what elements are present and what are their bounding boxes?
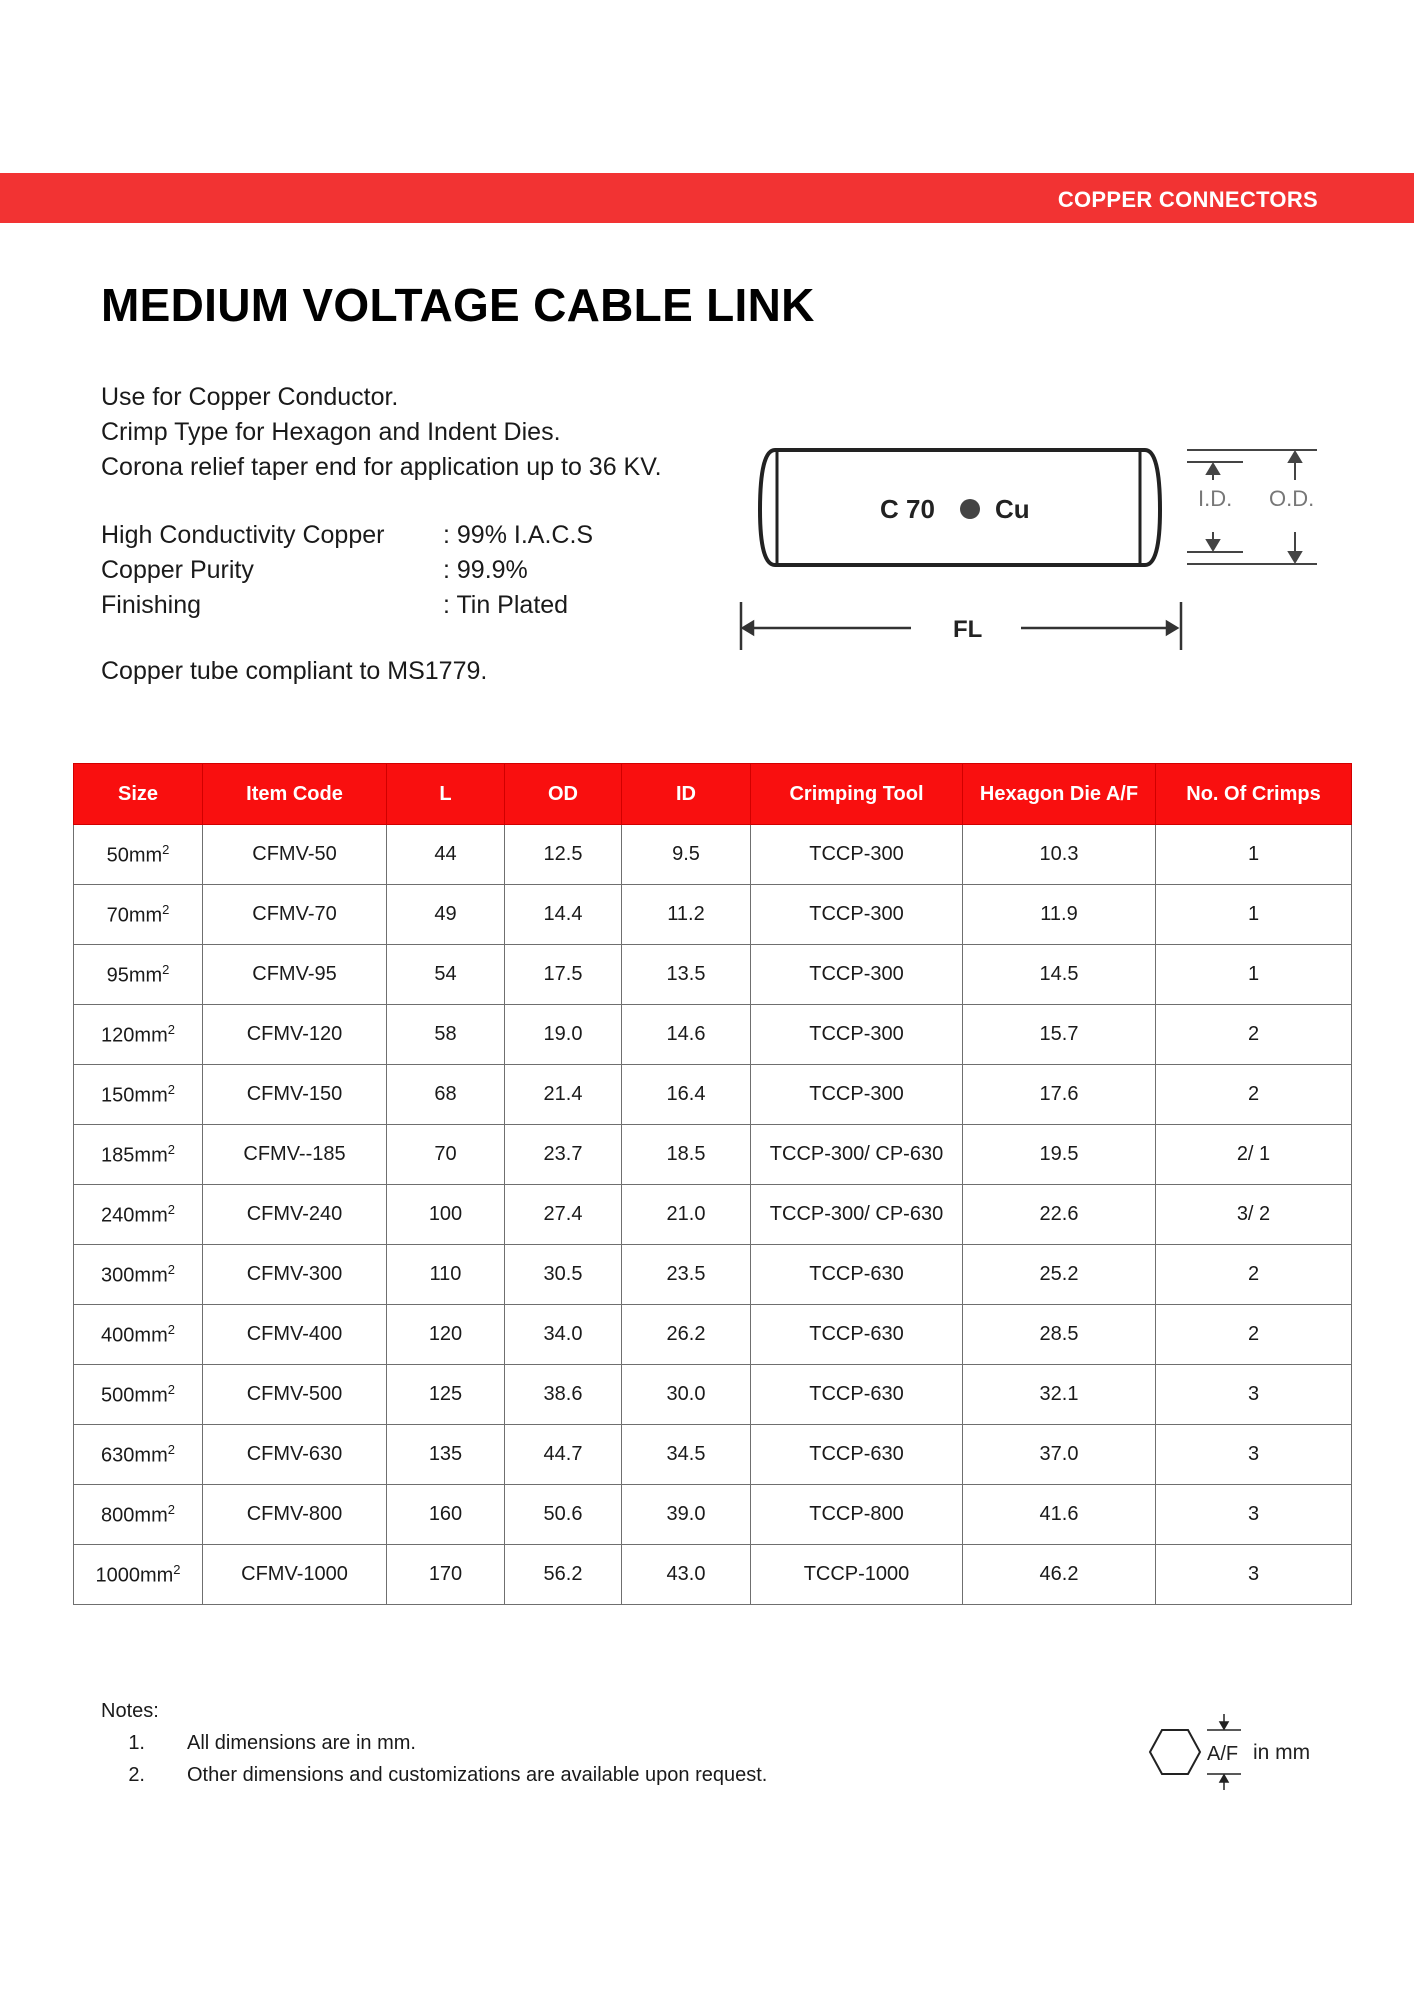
id-label: I.D.	[1198, 486, 1233, 511]
size-unit: mm	[134, 1324, 168, 1347]
cell-tool: TCCP-300	[751, 825, 963, 885]
cell-af: 11.9	[963, 885, 1156, 945]
cell-tool: TCCP-300/ CP-630	[751, 1185, 963, 1245]
cell-crimps: 2	[1156, 1245, 1352, 1305]
size-value: 500	[101, 1384, 135, 1407]
table-row	[74, 1125, 1352, 1185]
cell-id: 16.4	[622, 1065, 751, 1125]
cell-af: 32.1	[963, 1365, 1156, 1425]
cell-od: 23.7	[505, 1125, 622, 1185]
od-label: O.D.	[1269, 486, 1315, 511]
cell-l: 44	[387, 825, 505, 885]
cell-af: 37.0	[963, 1425, 1156, 1485]
size-unit: mm	[128, 904, 163, 927]
cell-l: 68	[387, 1065, 505, 1125]
size-unit: mm	[134, 1024, 168, 1047]
size-value: 240	[101, 1204, 135, 1227]
material-text: Cu	[995, 494, 1030, 524]
cell-tool: TCCP-300	[751, 1005, 963, 1065]
cell-size	[74, 825, 203, 885]
cell-code: CFMV-50	[203, 825, 387, 885]
cell-code: CFMV-500	[203, 1365, 387, 1425]
note-text: All dimensions are in mm.	[187, 1732, 416, 1754]
cell-od: 19.0	[505, 1005, 622, 1065]
cell-od: 38.6	[505, 1365, 622, 1425]
size-unit: mm	[128, 964, 163, 987]
cell-code: CFMV-400	[203, 1305, 387, 1365]
cell-code: CFMV-300	[203, 1245, 387, 1305]
cell-od: 17.5	[505, 945, 622, 1005]
page-title: MEDIUM VOLTAGE CABLE LINK	[101, 279, 815, 331]
size-exponent: 2	[167, 1141, 175, 1157]
category-label: COPPER CONNECTORS	[1057, 187, 1318, 212]
cell-code: CFMV-800	[203, 1485, 387, 1545]
cell-tool: TCCP-300	[751, 1065, 963, 1125]
spec-label: High Conductivity Copper	[101, 521, 385, 549]
cell-od: 34.0	[505, 1305, 622, 1365]
size-unit: mm	[134, 1444, 168, 1467]
cell-size	[74, 885, 203, 945]
spec-label: Finishing	[101, 591, 202, 619]
size-value: 400	[101, 1324, 135, 1347]
size-exponent: 2	[162, 961, 170, 977]
note-number: 2.	[128, 1764, 145, 1786]
size-value: 300	[101, 1264, 135, 1287]
dot-icon	[960, 499, 980, 519]
size-exponent: 2	[167, 1321, 175, 1337]
spec-row	[101, 553, 593, 588]
marking-text: C 70	[880, 494, 935, 524]
size-unit: mm	[128, 844, 163, 867]
table-row	[74, 1365, 1352, 1425]
cell-af: 28.5	[963, 1305, 1156, 1365]
cell-tool: TCCP-630	[751, 1425, 963, 1485]
size-exponent: 2	[167, 1261, 175, 1277]
cell-size	[74, 1425, 203, 1485]
cell-af: 14.5	[963, 945, 1156, 1005]
cell-tool: TCCP-630	[751, 1305, 963, 1365]
cell-l: 110	[387, 1245, 505, 1305]
size-value: 70	[106, 904, 129, 927]
af-unit: in mm	[1253, 1741, 1311, 1764]
cell-l: 58	[387, 1005, 505, 1065]
table-row	[74, 1185, 1352, 1245]
material-specs	[101, 518, 593, 623]
notes-title: Notes:	[101, 1700, 159, 1722]
size-exponent: 2	[167, 1201, 175, 1217]
table-body	[74, 825, 1352, 1605]
cell-l: 160	[387, 1485, 505, 1545]
cell-af: 46.2	[963, 1545, 1156, 1605]
size-value: 50	[106, 844, 129, 867]
cell-id: 11.2	[622, 885, 751, 945]
column-header: Item Code	[203, 764, 387, 825]
column-header: Crimping Tool	[751, 764, 963, 825]
cell-id: 26.2	[622, 1305, 751, 1365]
table-header-row	[74, 764, 1352, 825]
table-row	[74, 1305, 1352, 1365]
size-value: 150	[101, 1084, 135, 1107]
cell-size	[74, 1125, 203, 1185]
cable-link-diagram	[735, 440, 1335, 665]
cell-od: 12.5	[505, 825, 622, 885]
cell-crimps: 2	[1156, 1305, 1352, 1365]
cell-tool: TCCP-300/ CP-630	[751, 1125, 963, 1185]
cell-id: 30.0	[622, 1365, 751, 1425]
cell-size	[74, 1365, 203, 1425]
column-header: Size	[74, 764, 203, 825]
cell-od: 21.4	[505, 1065, 622, 1125]
cell-od: 44.7	[505, 1425, 622, 1485]
cell-l: 135	[387, 1425, 505, 1485]
table-row	[74, 1065, 1352, 1125]
intro-line: Use for Copper Conductor.	[101, 383, 399, 411]
table-row	[74, 1245, 1352, 1305]
column-header: No. Of Crimps	[1156, 764, 1352, 825]
table-row	[74, 1425, 1352, 1485]
cell-size	[74, 1485, 203, 1545]
spec-value: : 99.9%	[443, 556, 528, 584]
cell-af: 22.6	[963, 1185, 1156, 1245]
column-header: OD	[505, 764, 622, 825]
cell-id: 21.0	[622, 1185, 751, 1245]
cell-od: 30.5	[505, 1245, 622, 1305]
intro-text	[101, 380, 662, 485]
table-row	[74, 1545, 1352, 1605]
cell-tool: TCCP-300	[751, 885, 963, 945]
cell-crimps: 2/ 1	[1156, 1125, 1352, 1185]
cell-l: 170	[387, 1545, 505, 1605]
size-value: 800	[101, 1504, 135, 1527]
cell-id: 43.0	[622, 1545, 751, 1605]
cell-id: 18.5	[622, 1125, 751, 1185]
cell-id: 23.5	[622, 1245, 751, 1305]
table-row	[74, 1485, 1352, 1545]
cell-size	[74, 1545, 203, 1605]
af-label: A/F	[1207, 1743, 1239, 1765]
cell-size	[74, 1065, 203, 1125]
note-text: Other dimensions and customizations are available upon request.	[187, 1764, 768, 1786]
column-header: L	[387, 764, 505, 825]
cell-af: 25.2	[963, 1245, 1156, 1305]
cell-af: 10.3	[963, 825, 1156, 885]
spec-row	[101, 588, 593, 623]
cell-od: 27.4	[505, 1185, 622, 1245]
cell-code: CFMV-150	[203, 1065, 387, 1125]
spec-value: : Tin Plated	[443, 591, 569, 619]
table-row	[74, 825, 1352, 885]
header-banner	[0, 173, 1414, 223]
cell-tool: TCCP-800	[751, 1485, 963, 1545]
intro-line: Corona relief taper end for application up to 36 KV.	[101, 453, 662, 481]
cell-od: 50.6	[505, 1485, 622, 1545]
table-row	[74, 945, 1352, 1005]
cell-crimps: 2	[1156, 1005, 1352, 1065]
cell-crimps: 1	[1156, 825, 1352, 885]
cell-crimps: 3	[1156, 1425, 1352, 1485]
cell-od: 14.4	[505, 885, 622, 945]
size-value: 1000	[95, 1564, 140, 1587]
spec-value: : 99% I.A.C.S	[443, 521, 594, 549]
size-unit: mm	[134, 1504, 168, 1527]
size-exponent: 2	[167, 1021, 175, 1037]
size-unit: mm	[134, 1264, 168, 1287]
hexagon-icon	[1150, 1730, 1200, 1774]
intro-line: Crimp Type for Hexagon and Indent Dies.	[101, 418, 561, 446]
size-unit: mm	[134, 1204, 168, 1227]
cell-id: 13.5	[622, 945, 751, 1005]
size-unit: mm	[134, 1144, 168, 1167]
cell-id: 9.5	[622, 825, 751, 885]
column-header: ID	[622, 764, 751, 825]
cell-size	[74, 1245, 203, 1305]
note-number: 1.	[128, 1732, 145, 1754]
cell-l: 70	[387, 1125, 505, 1185]
tube-outline	[760, 450, 1160, 565]
cell-af: 17.6	[963, 1065, 1156, 1125]
dimension-table	[73, 763, 1352, 1605]
cell-tool: TCCP-630	[751, 1365, 963, 1425]
size-unit: mm	[139, 1564, 174, 1587]
size-exponent: 2	[167, 1501, 175, 1517]
cell-l: 125	[387, 1365, 505, 1425]
cell-size	[74, 1305, 203, 1365]
note-item	[101, 1764, 767, 1787]
spec-label: Copper Purity	[101, 556, 254, 584]
cell-crimps: 3	[1156, 1485, 1352, 1545]
cell-id: 39.0	[622, 1485, 751, 1545]
size-unit: mm	[134, 1384, 168, 1407]
cell-size	[74, 945, 203, 1005]
cell-l: 120	[387, 1305, 505, 1365]
size-value: 630	[101, 1444, 135, 1467]
cell-code: CFMV-70	[203, 885, 387, 945]
cell-l: 49	[387, 885, 505, 945]
size-exponent: 2	[167, 1441, 175, 1457]
table-row	[74, 885, 1352, 945]
af-legend	[1145, 1712, 1345, 1792]
size-exponent: 2	[167, 1381, 175, 1397]
size-unit: mm	[134, 1084, 168, 1107]
cell-crimps: 1	[1156, 945, 1352, 1005]
cell-code: CFMV--185	[203, 1125, 387, 1185]
size-value: 185	[101, 1144, 135, 1167]
cell-tool: TCCP-300	[751, 945, 963, 1005]
cell-id: 14.6	[622, 1005, 751, 1065]
compliance-note: Copper tube compliant to MS1779.	[101, 657, 488, 685]
cell-af: 19.5	[963, 1125, 1156, 1185]
cell-od: 56.2	[505, 1545, 622, 1605]
size-exponent: 2	[173, 1561, 181, 1577]
cell-id: 34.5	[622, 1425, 751, 1485]
cell-tool: TCCP-630	[751, 1245, 963, 1305]
cell-code: CFMV-240	[203, 1185, 387, 1245]
cell-code: CFMV-630	[203, 1425, 387, 1485]
cell-size	[74, 1005, 203, 1065]
cell-crimps: 1	[1156, 885, 1352, 945]
notes-section	[101, 1700, 767, 1787]
cell-crimps: 3	[1156, 1545, 1352, 1605]
size-exponent: 2	[162, 841, 170, 857]
cell-crimps: 3	[1156, 1365, 1352, 1425]
size-exponent: 2	[167, 1081, 175, 1097]
column-header: Hexagon Die A/F	[963, 764, 1156, 825]
size-value: 120	[101, 1024, 135, 1047]
cell-l: 54	[387, 945, 505, 1005]
table-row	[74, 1005, 1352, 1065]
cell-af: 15.7	[963, 1005, 1156, 1065]
cell-size	[74, 1185, 203, 1245]
cell-code: CFMV-1000	[203, 1545, 387, 1605]
cell-code: CFMV-95	[203, 945, 387, 1005]
cell-crimps: 2	[1156, 1065, 1352, 1125]
note-item	[101, 1732, 767, 1755]
size-exponent: 2	[162, 901, 170, 917]
cell-crimps: 3/ 2	[1156, 1185, 1352, 1245]
length-label: FL	[953, 616, 983, 643]
cell-tool: TCCP-1000	[751, 1545, 963, 1605]
cell-af: 41.6	[963, 1485, 1156, 1545]
spec-row	[101, 518, 593, 553]
cell-l: 100	[387, 1185, 505, 1245]
size-value: 95	[106, 964, 129, 987]
cell-code: CFMV-120	[203, 1005, 387, 1065]
